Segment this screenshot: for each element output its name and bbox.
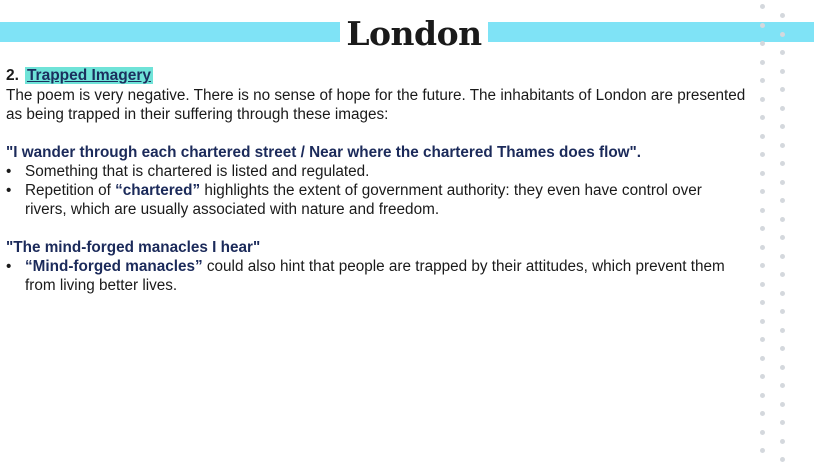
bullet-text-post: could also hint that people are trapped by their attitudes, which prevent them from living better lives.	[25, 258, 725, 294]
dot	[760, 263, 765, 268]
dot	[760, 245, 765, 250]
dot	[780, 328, 785, 333]
dot	[760, 208, 765, 213]
dot	[760, 41, 765, 46]
list-item	[6, 257, 746, 295]
dot	[780, 50, 785, 55]
dot	[780, 420, 785, 425]
dot	[760, 448, 765, 453]
decorative-dot-border	[752, 0, 792, 466]
section-heading-text: Trapped Imagery	[26, 67, 151, 84]
dot	[780, 383, 785, 388]
quote-2-bullets	[6, 257, 746, 295]
bullet-text: Something that is chartered is listed and regulated.	[25, 163, 370, 180]
dot	[760, 189, 765, 194]
dot	[760, 115, 765, 120]
dot	[780, 13, 785, 18]
dot	[780, 439, 785, 444]
dot	[760, 337, 765, 342]
dot	[780, 106, 785, 111]
dot	[780, 457, 785, 462]
dot	[760, 411, 765, 416]
intro-paragraph: The poem is very negative. There is no sense of hope for the future. The inhabitants of London are presented as being trapped in their suffering through these images:	[6, 87, 746, 123]
bullet-text-post: highlights the extent of government authority: they even have control over rivers, which are usually associated with nature and freedom.	[25, 182, 702, 218]
slide-body	[6, 66, 746, 295]
dot	[760, 430, 765, 435]
title-bar-left	[0, 22, 340, 42]
dot	[760, 78, 765, 83]
dot	[780, 217, 785, 222]
dot	[760, 226, 765, 231]
dot	[780, 365, 785, 370]
dot	[760, 23, 765, 28]
section-heading	[6, 66, 746, 85]
slide-title: London	[346, 14, 482, 53]
dot	[760, 4, 765, 9]
section-number: 2.	[6, 67, 19, 84]
dot	[780, 291, 785, 296]
dot	[760, 300, 765, 305]
dot	[780, 69, 785, 74]
dot	[760, 97, 765, 102]
dot	[780, 402, 785, 407]
dot	[780, 124, 785, 129]
dot	[760, 393, 765, 398]
quote-2: "The mind-forged manacles I hear"	[6, 239, 261, 256]
dot	[780, 309, 785, 314]
dot	[780, 254, 785, 259]
dot	[780, 161, 785, 166]
bullet-emphasis: “Mind-forged manacles”	[25, 258, 203, 275]
dot	[780, 87, 785, 92]
dot	[780, 180, 785, 185]
bullet-emphasis: “chartered”	[115, 182, 201, 199]
dot	[760, 356, 765, 361]
quote-1-bullets	[6, 162, 746, 219]
dot	[760, 152, 765, 157]
dot	[780, 32, 785, 37]
dot	[780, 143, 785, 148]
dot	[760, 319, 765, 324]
bullet-icon: •	[6, 182, 12, 199]
bullet-icon: •	[6, 163, 12, 180]
dot	[760, 60, 765, 65]
bullet-icon: •	[6, 258, 12, 275]
dot	[760, 282, 765, 287]
list-item	[6, 162, 746, 181]
dot	[780, 198, 785, 203]
quote-1: "I wander through each chartered street / Near where the chartered Thames does flow".	[6, 144, 642, 161]
dot	[780, 272, 785, 277]
list-item	[6, 181, 746, 219]
dot	[760, 134, 765, 139]
bullet-text-pre: Repetition of	[25, 182, 116, 199]
dot	[760, 171, 765, 176]
dot	[760, 374, 765, 379]
dot	[780, 346, 785, 351]
dot	[780, 235, 785, 240]
